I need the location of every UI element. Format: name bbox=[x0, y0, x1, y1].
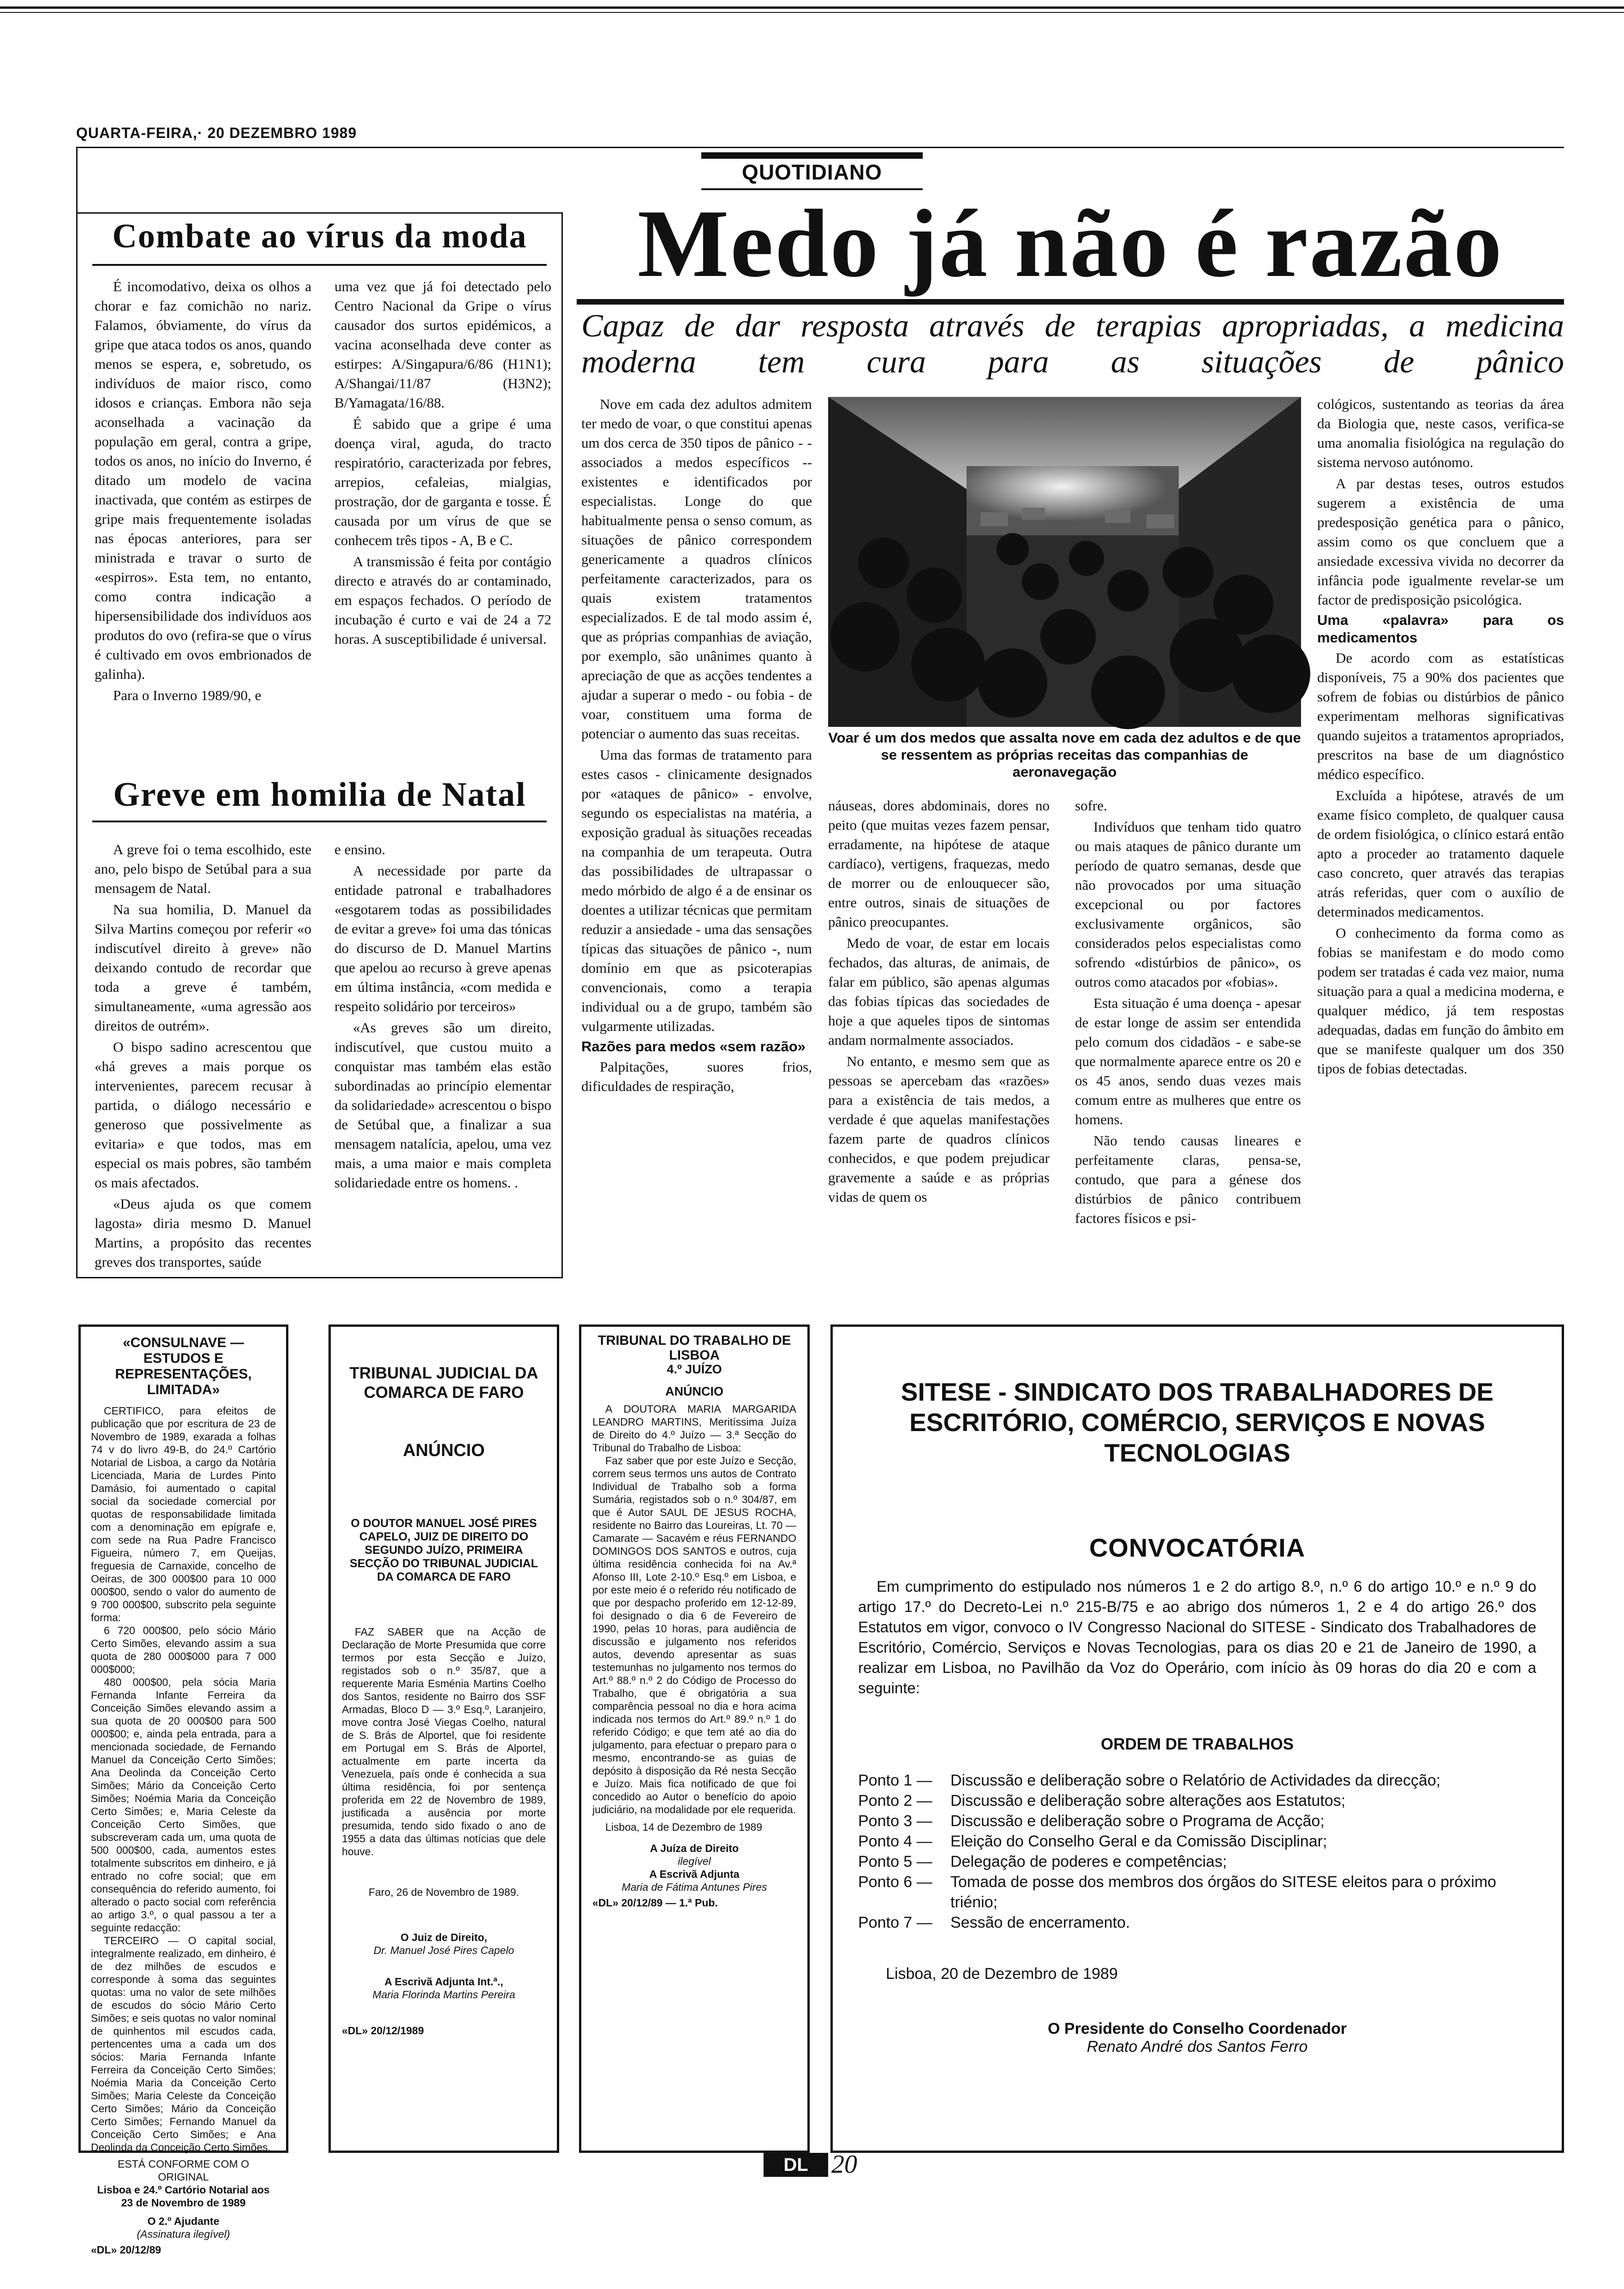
ad3-juizo: 4.º JUÍZO bbox=[667, 1362, 722, 1376]
ad2-escriva-name: Maria Florinda Martins Pereira bbox=[372, 1989, 515, 2001]
ad3-anuncio: ANÚNCIO bbox=[665, 1384, 723, 1398]
airplane-cabin-photo bbox=[828, 397, 1301, 727]
virus-p1: É incomodativo, deixa os olhos a chorar e faz comichão no nariz. Falamos, óbviamente, do vírus da gripe que ataca todos os anos, quando menos se espera, e, sobretudo, os indivíduos de maior risco, como idosos e crianças. Embora não seja aconselhada a vacinação da população em geral, contra a gripe, todos os anos, no início do Inverno, é ditado um modelo de vacina inactivada, que contém as estirpes de gripe mais frequentemente isoladas nas épocas anteriores, para ser ministrada e travar o surto de «espirros». Esta tem, no entanto, como contra indicação a hipersensibilidade dos indivíduos aos produtos do ovo (refira-se que o vírus é cultivado em ovos embrionados de galinha). bbox=[95, 278, 311, 682]
photo-caption: Voar é um dos medos que assalta nove em cada dez adultos e de que se ressentem as próprias receitas das companhias de aeronavegação bbox=[828, 730, 1301, 780]
medo-p7: sofre. bbox=[1075, 797, 1107, 814]
ad3-escriva: A Escrivã Adjunta bbox=[649, 1868, 740, 1880]
virus-p2: Para o Inverno 1989/90, e bbox=[113, 687, 262, 703]
ad2-escriva: A Escrivã Adjunta Int.ª., bbox=[384, 1976, 503, 1988]
top-rule-thin bbox=[0, 12, 1624, 13]
greve-p3: O bispo sadino acrescentou que «há greves a mais porque os intervenientes, parecem recusar à partida, o diálogo necessário e generoso que possivelmente as evitaria» e que todos, mas em especial os mais pobres, são também os mais afectados. bbox=[95, 1039, 311, 1191]
ad-tribunal-faro bbox=[328, 1324, 559, 2153]
greve-title: Greve em homilia de Natal bbox=[113, 776, 526, 814]
ad1-title: «CONSULNAVE — ESTUDOS E REPRESENTAÇÕES, LIMITADA» bbox=[115, 1335, 252, 1397]
greve-p6: A necessidade por parte da entidade patronal e trabalhadores «esgotarem todas as possibilidades de evitar a greve» foi uma das tónicas do discurso de D. Manuel Martins que apelou ao recurso à greve apenas em última instância, «com medida e respeito solidário por terceiros» bbox=[334, 863, 551, 1014]
ponto-text: Discussão e deliberação sobre o Relatório de Actividades da direcção; bbox=[950, 1772, 1441, 1789]
medo-p11: cológicos, sustentando as teorias da área da Biologia que, neste casos, verifica-se uma anomalia fisiológica na regulação do sistema nervoso autónomo. bbox=[1317, 396, 1564, 470]
virus-p4: É sabido que a gripe é uma doença viral, aguda, do tracto respiratório, caracterizada por febres, arrepios, cefaleias, mialgias, prostração, dor de garganta e tosse. É causada por um vírus de que se conhecem três tipos - A, B e C. bbox=[334, 416, 551, 548]
ponto-text: Eleição do Conselho Geral e da Comissão Disciplinar; bbox=[950, 1833, 1327, 1850]
ponto-label: Ponto 2 — bbox=[858, 1792, 932, 1810]
ad1-cartorio: Lisboa e 24.º Cartório Notarial aos 23 de Novembro de 1989 bbox=[97, 2184, 270, 2209]
medo-p14: Excluída a hipótese, através de um exame físico completo, de qualquer causa de ordem fisiológica, o clínico estará então apto a proceder ao tratamento daquele caso concreto, quer através das terapias atrás referidas, quer com o auxílio de determinados medicamentos. bbox=[1317, 787, 1564, 920]
ponto-item bbox=[858, 1852, 1536, 1872]
virus-title-rule bbox=[92, 264, 547, 266]
ad1-p2: 6 720 000$00, pelo sócio Mário Certo Simões, elevando assim a sua quota de 280 000$000 para 7 000 000$000; bbox=[91, 1624, 276, 1675]
medo-p1: Nove em cada dez adultos admitem ter medo de voar, o que constitui apenas um dos cerca de 350 tipos de pânico - - associados a medos específicos -- existentes e identificados por especialistas. Longe do que habitualmente pensa o senso comum, as situações de pânico correspondem genericamente a quadros clínicos perfeitamente caracterizados, para os quais existem tratamentos especializados. E de tal modo assim é, que as próprias companhias de aviação, por exemplo, são unânimes quanto à apreciação de que as acções tendentes a ajudar a superar o medo - ou fobia - de voar, constituem uma forma de potenciar o aumento das suas receitas. bbox=[581, 396, 812, 742]
section-label: QUOTIDIANO bbox=[742, 160, 882, 184]
ad4-presidente-name: Renato André dos Santos Ferro bbox=[1087, 2038, 1308, 2055]
ad3-ilegivel: ilegível bbox=[678, 1855, 711, 1867]
ad1-assinatura: (Assinatura ilegível) bbox=[137, 2228, 230, 2240]
medo-p13: De acordo com as estatísticas disponíveis, 75 a 90% dos pacientes que sofrem de fobias ou distúrbios de pânico experimentam melhoras significativas quando sujeitos a tratamentos apropriados, prescritos na base de um diagnóstico médico específico. bbox=[1317, 650, 1564, 782]
medo-sub2: Uma «palavra» para os medicamentos bbox=[1317, 612, 1564, 646]
ad2-lead: O DOUTOR MANUEL JOSÉ PIRES CAPELO, JUIZ DE DIREITO DO SEGUNDO JUÍZO, PRIMEIRA SECÇÃO DO TRIBUNAL JUDICIAL DA COMARCA DE FARO bbox=[350, 1517, 538, 1583]
medo-title-rule bbox=[577, 299, 1564, 305]
ad-sitese bbox=[830, 1324, 1564, 2153]
greve-p2: Na sua homilia, D. Manuel da Silva Martins começou por referir «o indiscutível direito à greve» não deixando contudo de recordar que toda a greve é também, simultaneamente, «uma agressão aos direitos de outrém». bbox=[95, 901, 311, 1034]
greve-col-2 bbox=[334, 840, 551, 1194]
ponto-item bbox=[858, 1831, 1536, 1852]
ad3-p1: A DOUTORA MARIA MARGARIDA LEANDRO MARTINS, Meritíssima Juíza de Direito do 4.º Juízo — 3.ª Secção do Tribunal do Trabalho de Lisboa: bbox=[592, 1403, 796, 1454]
greve-col-1 bbox=[95, 840, 311, 1274]
ponto-item bbox=[858, 1791, 1536, 1811]
ponto-text: Discussão e deliberação sobre o Programa de Acção; bbox=[950, 1812, 1325, 1830]
ad4-title: SITESE - SINDICATO DOS TRABALHADORES DE ESCRITÓRIO, COMÉRCIO, SERVIÇOS E NOVAS TECNOLOGIAS bbox=[901, 1378, 1494, 1467]
ponto-label: Ponto 1 — bbox=[858, 1772, 932, 1789]
greve-p7: «As greves são um direito, indiscutível, que custou muito a conquistar mas também elas estão subordinadas ao princípio elementar da solidariedade» acrescentou o bispo de Setúbal que, a finalizar a sua mensagem natalícia, apelou, uma vez mais, a uma maior e mais completa solidariedade entre os homens. . bbox=[334, 1019, 551, 1191]
ad1-p3: 480 000$00, pela sócia Maria Fernanda Infante Ferreira da Conceição Simões elevando assim a sua quota de 20 000$00 para 500 000$00; e, ainda pela entrada, para a mencionada sociedade, de Fernando Manuel da Conceição Certo Simões; Ana Deolinda da Conceição Certo Simões; Mário da Conceição Certo Simões; Noémia Maria da Conceição Certo Simões; e, Maria Celeste da Conceição Certo Simões, que subscreveram cada um, uma quota de 500 000$00, cada, aumentos estes totalmente subscritos em dinheiro, e já entrado no cofre social; que em consequência do referido aumento, foi alterado o pacto social com referência ao artigo 3.º, o qual passou a ter a seguinte redacção: bbox=[91, 1676, 276, 1934]
ad1-ajudante: O 2.º Ajudante bbox=[147, 2215, 220, 2227]
medo-sub1: Razões para medos «sem razão» bbox=[581, 1038, 806, 1055]
footer-logo-text: DL bbox=[783, 2155, 808, 2175]
ad4-presidente: O Presidente do Conselho Coordenador bbox=[1048, 2020, 1347, 2037]
ad2-title: TRIBUNAL JUDICIAL DA COMARCA DE FARO bbox=[349, 1364, 538, 1402]
medo-p6: No entanto, e mesmo sem que as pessoas se apercebam das «razões» para a existência de tais medos, a verdade é que aquelas manifestações fazem parte de quadros clínicos conhecidos, e que podem prejudicar gravemente a saúde e as próprias vidas de quem os bbox=[828, 1053, 1050, 1205]
medo-p5: Medo de voar, de estar em locais fechados, das alturas, de animais, de falar em público, são apenas algumas das fobias típicas das sociedades de hoje a que aqueles tipos de sintomas andam normalmente associados. bbox=[828, 935, 1050, 1048]
ad3-p2: Faz saber que por este Juízo e Secção, correm seus termos uns autos de Contrato Individual de Trabalho sob a forma Sumária, registados sob o n.º 304/87, em que é Autor SAUL DE JESUS ROCHA, residente no Bairro das Loureiras, Lt. 70 — Camarate — Sacavém e réus FERNANDO DOMINGOS DOS SANTOS e outros, cuja última residência conhecida foi na Av.ª Afonso III, Lote 2-10.º Esq.º em Lisboa, e por este meio é o referido réu notificado de que por despacho proferido em 12-12-89, foi designado o dia 6 de Fevereiro de 1990, pelas 10 horas, para audiência de discussão e julgamento nos referidos autos, devendo apresentar as suas testemunhas no julgamento nos termos do Art.º 88.º n.º 2 do Código de Processo do Trabalho, que é obrigatória a sua comparência pessoal no dia e hora acima indicada nos termos do Art.º 89.º n.º 1 do referido Código; e que tem até ao dia do julgamento, para efectuar o preparo para o mesmo, encontrando-se as guias de depósito à disposição da Ré nesta Secção e Juízo. Mais fica notificado de que foi concedido ao Autor o benefício do apoio judiciário, na modalidade por ele requerida. bbox=[592, 1455, 796, 1816]
ad2-body: FAZ SABER que na Acção de Declaração de Morte Presumida que corre termos por esta Secção e Juízo, registados sob o n.º 35/87, que a requerente Maria Esménia Martins Coelho dos Santos, residente no Bairro dos SSF Armadas, Bloco D — 3.º Esq.º, Laranjeiro, move contra José Viegas Coelho, natural de S. Brás de Alportel, que foi residente em Portugal em S. Brás de Alportel, actualmente em parte incerta da Venezuela, país onde é conhecida a sua última residência, foi por sentença proferida em 22 de Novembro de 1989, justificada a ausência por morte presumida, tendo sido fixado o ano de 1955 a data das últimas notícias que dele houve. bbox=[342, 1626, 546, 1858]
ponto-text: Tomada de posse dos membros dos órgãos do SITESE eleitos para o próximo triénio; bbox=[950, 1873, 1497, 1911]
ponto-text: Delegação de poderes e competências; bbox=[950, 1853, 1227, 1870]
medo-p12: A par destas teses, outros estudos sugerem a existência de uma predesposição genética para o pânico, assim como os que concluem que a ansiedade excessiva vivida no decorrer da infância pode igualmente revelar-se um factor de predisposição psicológica. bbox=[1317, 475, 1564, 608]
ad4-ordem: ORDEM DE TRABALHOS bbox=[1100, 1735, 1294, 1753]
ad4-body: Em cumprimento do estipulado nos números 1 e 2 do artigo 8.º, n.º 6 do artigo 10.º e n.º 9 do artigo 17.º do Decreto-Lei n.º 215-B/75 e ao abrigo dos números 1, 2 e 4 do artigo 26.º dos Estatutos em vigor, convoco o IV Congresso Nacional do SITESE - Sindicato dos Trabalhadores de Escritório, Comércio, Serviços e Novas Tecnologias, para os dias 20 e 21 de Janeiro de 1990, a realizar em Lisboa, no Pavilhão da Voz do Operário, com início às 09 horas do dia 20 e com a seguinte: bbox=[858, 1578, 1536, 1696]
left-frame bbox=[76, 148, 78, 212]
ad1-p4: TERCEIRO — O capital social, integralmente realizado, em dinheiro, é de dez milhões de escudos e corresponde à soma das seguintes quotas: uma no valor de sete milhões de escudos do sócio Mário Certo Simões; e seis quotas no valor nominal de quinhentos mil escudos cada, pertencentes uma a cada um dos sócios: Maria Fernanda Infante Ferreira da Conceição Certo Simões; Noémia Maria da Conceição Certo Simões; Maria Celeste da Conceição Certo Simões; Mário da Conceição Certo Simões; Fernando Manuel da Conceição Certo Simões; e Ana Deolinda da Conceição Certo Simões. bbox=[91, 1935, 276, 2153]
footer-logo bbox=[764, 2153, 828, 2177]
date-rule bbox=[76, 147, 1564, 148]
greve-title-rule bbox=[92, 821, 547, 822]
ad4-date: Lisboa, 20 de Dezembro de 1989 bbox=[886, 1965, 1118, 1983]
ad1-p1: CERTIFICO, para efeitos de publicação que por escritura de 23 de Novembro de 1989, exarada a folhas 74 v do livro 49-B, do 24.º Cartório Notarial de Lisboa, a cargo da Notária Licenciada, Maria de Lurdes Pinto Damásio, foi aumentado o capital social da sociedade comercial por quotas de responsabilidade limitada com a denominação em epígrafe e, com sede na Rua Padre Francisco Figueira, número 7, em Queijas, freguesia de Carnaxide, concelho de Oeiras, de 300 000$00 para 10 000 000$00, sendo o valor do aumento de 9 700 000$00, subscrito pela seguinte forma: bbox=[91, 1405, 276, 1624]
greve-p1: A greve foi o tema escolhido, este ano, pelo bispo de Setúbal para a sua mensagem de Natal. bbox=[95, 841, 311, 896]
ad2-anuncio: ANÚNCIO bbox=[403, 1441, 485, 1460]
medo-p4: náuseas, dores abdominais, dores no peito (que muitas vezes fazem pensar, erradamente, na hipótese de ataque cardíaco), vertigens, fraquezas, medo de morrer ou de enlouquecer são, entre outros, sinais de situações de pânico preocupantes. bbox=[828, 797, 1050, 930]
page-number: 20 bbox=[831, 2150, 857, 2179]
ad2-date: Faro, 26 de Novembro de 1989. bbox=[368, 1886, 519, 1898]
ponto-text: Discussão e deliberação sobre alterações aos Estatutos; bbox=[950, 1792, 1346, 1810]
ponto-label: Ponto 7 — bbox=[858, 1914, 932, 1931]
ponto-item bbox=[858, 1872, 1536, 1912]
ad1-ref: «DL» 20/12/89 bbox=[91, 2244, 161, 2256]
top-rule bbox=[0, 6, 1624, 9]
ad2-ref: «DL» 20/12/1989 bbox=[342, 2025, 424, 2037]
medo-p8: Indivíduos que tenham tido quatro ou mais ataques de pânico durante um período de quatro semanas, desde que não provocados por uma situação excepcional ou por factores exclusivamente orgânicos, são considerados pelos especialistas como sofrendo «distúrbios de pânico», os outros como atacados por «fobias». bbox=[1075, 819, 1301, 990]
virus-title: Combate ao vírus da moda bbox=[112, 217, 527, 255]
medo-col-4 bbox=[1317, 395, 1564, 1080]
medo-p9: Esta situação é uma doença - apesar de estar longe de assim ser entendida pelo comum dos cidadãos - e sabe-se que normalmente aparece entre os 20 e os 45 anos, sendo duas vezes mais comum entre as mulheres que entre os homens. bbox=[1075, 995, 1301, 1127]
medo-col-3 bbox=[1075, 796, 1301, 1230]
virus-p5: A transmissão é feita por contágio directo e através do ar contaminado, em espaços fechados. O período de incubação é curto e vai de 24 a 72 horas. A susceptibilidade é universal. bbox=[334, 553, 551, 647]
date-line: QUARTA-FEIRA,· 20 DEZEMBRO 1989 bbox=[76, 125, 357, 141]
ad3-title: TRIBUNAL DO TRABALHO DE LISBOA bbox=[597, 1333, 791, 1363]
virus-col-1 bbox=[95, 277, 311, 707]
medo-p15: O conhecimento da forma como as fobias se manifestam e do modo como podem ser tratadas é cada vez maior, numa situação para a qual a medicina moderna, e qualquer médico, já tem respostas adequadas, dadas em função do âmbito em que se manifeste qualquer um dos 350 tipos de fobias detectadas. bbox=[1317, 925, 1564, 1077]
ad2-juiz: O Juiz de Direito, bbox=[400, 1931, 487, 1943]
medo-p3: Palpitações, suores frios, dificuldades de respiração, bbox=[581, 1059, 812, 1094]
ponto-item bbox=[858, 1770, 1536, 1791]
ponto-label: Ponto 4 — bbox=[858, 1833, 932, 1850]
ponto-item bbox=[858, 1811, 1536, 1831]
virus-p3: uma vez que já foi detectado pelo Centro Nacional da Gripe o vírus causador dos surtos epidémicos, a vacina aconselhada deve conter as estirpes: A/Singapura/6/86 (H1N1); A/Shangai/11/87 (H3N2); B/Yamagata/16/88. bbox=[334, 278, 551, 411]
greve-p4: «Deus ajuda os que comem lagosta» diria mesmo D. Manuel Martins, a propósito das recentes greves dos transportes, saúde bbox=[95, 1196, 311, 1270]
medo-subtitle: Capaz de dar resposta através de terapias apropriadas, a medicina moderna tem cura para as situações de pânico bbox=[581, 308, 1564, 380]
ad3-date: Lisboa, 14 de Dezembro de 1989 bbox=[605, 1821, 763, 1833]
ponto-label: Ponto 3 — bbox=[858, 1812, 932, 1830]
ad3-juiza: A Juíza de Direito bbox=[650, 1842, 739, 1854]
ad4-pontos bbox=[858, 1770, 1536, 1933]
ad4-convocatoria: CONVOCATÓRIA bbox=[1089, 1533, 1306, 1562]
ponto-text: Sessão de encerramento. bbox=[950, 1914, 1130, 1931]
ad3-escriva-name: Maria de Fátima Antunes Pires bbox=[621, 1881, 767, 1893]
medo-col-1 bbox=[581, 395, 812, 1098]
ad-consulnave bbox=[78, 1324, 288, 2256]
medo-p2: Uma das formas de tratamento para estes casos - clinicamente designados por «ataques de pânico» - envolve, segundo os especialistas na matéria, a exposição gradual às situações receadas na companhia de um terapeuta. Outra das possibilidades de ultrapassar o medo mórbido de algo é a de ensinar os doentes a utilizar técnicas que permitam reduzir a ansiedade - uma das sensações típicas das situações de pânico -, num domínio em que as psicoterapias convencionais, como a terapia individual ou a de grupo, também são vulgarmente utilizadas. bbox=[581, 747, 812, 1034]
ponto-label: Ponto 6 — bbox=[858, 1873, 932, 1891]
photo-svg bbox=[828, 397, 1301, 727]
ad3-ref: «DL» 20/12/89 — 1.ª Pub. bbox=[592, 1897, 718, 1909]
ad1-conforme: ESTÁ CONFORME COM O ORIGINAL bbox=[118, 2158, 249, 2183]
medo-title: Medo já não é razão bbox=[637, 190, 1504, 297]
medo-p10: Não tendo causas lineares e perfeitamente claras, pensa-se, contudo, que para a génese dos distúrbios de pânico contribuem factores físicos e psi- bbox=[1075, 1133, 1301, 1226]
medo-col-2 bbox=[828, 796, 1050, 1209]
ad2-juiz-name: Dr. Manuel José Pires Capelo bbox=[373, 1944, 514, 1956]
ad-tribunal-trabalho bbox=[579, 1324, 810, 2153]
section-bar bbox=[701, 152, 923, 159]
ponto-item bbox=[858, 1912, 1536, 1933]
greve-p5: e ensino. bbox=[334, 841, 386, 857]
ponto-label: Ponto 5 — bbox=[858, 1853, 932, 1870]
virus-col-2 bbox=[334, 277, 551, 651]
